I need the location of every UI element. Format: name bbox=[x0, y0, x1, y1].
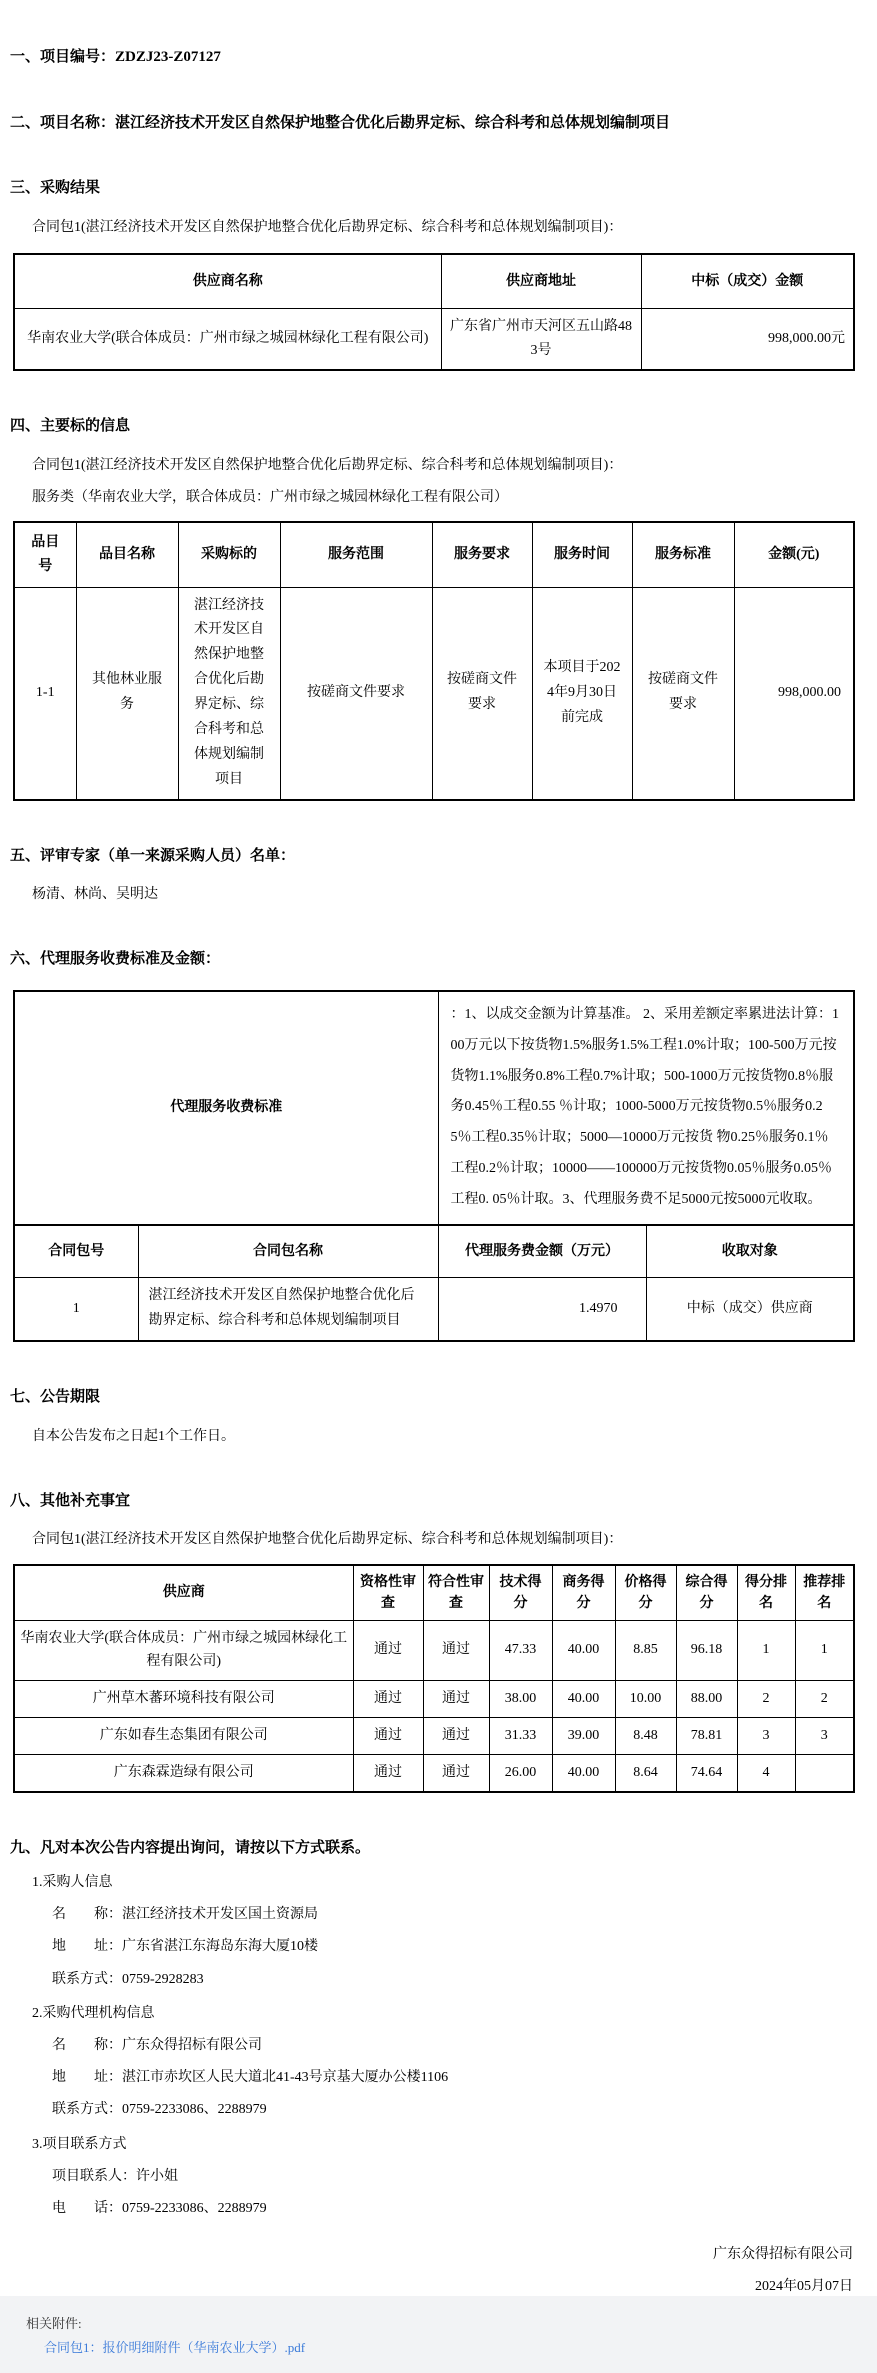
attachment-link[interactable]: 合同包1：报价明细附件（华南农业大学）.pdf bbox=[44, 2340, 306, 2356]
score-rank: 4 bbox=[737, 1754, 795, 1791]
col-service-standard: 服务标准 bbox=[632, 522, 734, 587]
technical-score: 47.33 bbox=[489, 1620, 552, 1681]
table-header-row bbox=[14, 1225, 854, 1278]
qualification-review: 通过 bbox=[353, 1620, 423, 1681]
col-amount-yuan: 金额(元) bbox=[734, 522, 854, 587]
total-score: 96.18 bbox=[676, 1620, 737, 1681]
fee-payer: 中标（成交）供应商 bbox=[646, 1278, 854, 1341]
package-name: 湛江经济技术开发区自然保护地整合优化后勘界定标、综合科考和总体规划编制项目 bbox=[138, 1278, 438, 1341]
col-conformity-review: 符合性审查 bbox=[423, 1565, 489, 1621]
signature-company: 广东众得招标有限公司 bbox=[713, 2247, 853, 2263]
technical-score: 38.00 bbox=[489, 1681, 552, 1718]
service-scope: 按磋商文件要求 bbox=[280, 587, 432, 800]
col-supplier-address: 供应商地址 bbox=[441, 254, 641, 309]
conformity-review: 通过 bbox=[423, 1681, 489, 1718]
procurement-result-table bbox=[13, 253, 855, 371]
project-contact-person: 项目联系人：许小姐 bbox=[52, 2168, 178, 2184]
supplier-name: 华南农业大学(联合体成员：广州市绿之城园林绿化工程有限公司) bbox=[14, 309, 441, 370]
table-row bbox=[14, 1754, 854, 1791]
table-row bbox=[14, 1681, 854, 1718]
table-header-row bbox=[14, 522, 854, 587]
service-time: 本项目于2024年9月30日前完成 bbox=[532, 587, 632, 800]
score-rank: 3 bbox=[737, 1717, 795, 1754]
subject-info-table bbox=[13, 521, 855, 801]
fee-amount: 1.4970 bbox=[438, 1278, 646, 1341]
agency-fee-package-table bbox=[13, 1224, 855, 1343]
section6-heading-agency-fee: 六、代理服务收费标准及金额： bbox=[10, 951, 221, 968]
col-fee-amount: 代理服务费金额（万元） bbox=[438, 1225, 646, 1278]
business-score: 40.00 bbox=[552, 1620, 615, 1681]
related-attachments-footer bbox=[0, 2296, 877, 2373]
section9-heading-contact: 九、凡对本次公告内容提出询问，请按以下方式联系。 bbox=[10, 1839, 371, 1856]
experts-names: 杨清、林尚、吴明达 bbox=[32, 887, 158, 903]
table-row bbox=[14, 991, 854, 1225]
section3-heading-procurement-result: 三、采购结果 bbox=[10, 180, 101, 196]
col-technical-score: 技术得分 bbox=[489, 1565, 552, 1621]
supplier-address: 广东省广州市天河区五山路483号 bbox=[441, 309, 641, 370]
table-row bbox=[14, 1717, 854, 1754]
price-score: 8.48 bbox=[615, 1717, 676, 1754]
section4-category-line: 服务类（华南农业大学，联合体成员：广州市绿之城园林绿化工程有限公司） bbox=[32, 489, 508, 505]
business-score: 40.00 bbox=[552, 1681, 615, 1718]
procurement-subject: 湛江经济技术开发区自然保护地整合优化后勘界定标、综合科考和总体规划编制项目 bbox=[178, 587, 280, 800]
project-contact-phone: 电 话：0759-2233086、2288979 bbox=[52, 2200, 267, 2216]
table-header-row bbox=[14, 1565, 854, 1621]
qualification-review: 通过 bbox=[353, 1717, 423, 1754]
purchaser-name: 名 称：湛江经济技术开发区国土资源局 bbox=[52, 1907, 318, 1923]
qualification-review: 通过 bbox=[353, 1681, 423, 1718]
price-score: 10.00 bbox=[615, 1681, 676, 1718]
section4-package-line: 合同包1(湛江经济技术开发区自然保护地整合优化后勘界定标、综合科考和总体规划编制项目)： bbox=[32, 457, 623, 473]
table-header-row bbox=[14, 254, 854, 309]
section8-package-line: 合同包1(湛江经济技术开发区自然保护地整合优化后勘界定标、综合科考和总体规划编制项目)： bbox=[32, 1532, 623, 1548]
announcement-period-text: 自本公告发布之日起1个工作日。 bbox=[32, 1428, 235, 1444]
award-amount: 998,000.00元 bbox=[641, 309, 854, 370]
col-fee-payer: 收取对象 bbox=[646, 1225, 854, 1278]
recommend-rank: 2 bbox=[795, 1681, 854, 1718]
purchaser-address: 地 址：广东省湛江东海岛东海大厦10楼 bbox=[52, 1939, 318, 1955]
col-service-scope: 服务范围 bbox=[280, 522, 432, 587]
purchaser-info-title: 1.采购人信息 bbox=[32, 1875, 113, 1891]
col-award-amount: 中标（成交）金额 bbox=[641, 254, 854, 309]
supplier-score-table bbox=[13, 1564, 855, 1793]
total-score: 88.00 bbox=[676, 1681, 737, 1718]
supplier: 广州草木蕃环境科技有限公司 bbox=[14, 1681, 353, 1718]
section7-heading-announcement-period: 七、公告期限 bbox=[10, 1389, 101, 1406]
col-service-time: 服务时间 bbox=[532, 522, 632, 587]
business-score: 40.00 bbox=[552, 1754, 615, 1791]
col-item-name: 品目名称 bbox=[76, 522, 178, 587]
supplier: 华南农业大学(联合体成员：广州市绿之城园林绿化工程有限公司) bbox=[14, 1620, 353, 1681]
signature-date: 2024年05月07日 bbox=[755, 2279, 853, 2295]
col-package-name: 合同包名称 bbox=[138, 1225, 438, 1278]
agency-fee-standard-table bbox=[13, 990, 855, 1226]
section8-heading-other-matters: 八、其他补充事宜 bbox=[10, 1492, 131, 1509]
price-score: 8.64 bbox=[615, 1754, 676, 1791]
supplier: 广东森霖造绿有限公司 bbox=[14, 1754, 353, 1791]
section1-heading-project-number: 一、项目编号：ZDZJ23-Z07127 bbox=[10, 49, 221, 65]
package-number: 1 bbox=[14, 1278, 138, 1341]
total-score: 78.81 bbox=[676, 1717, 737, 1754]
col-supplier: 供应商 bbox=[14, 1565, 353, 1621]
score-rank: 1 bbox=[737, 1620, 795, 1681]
fee-standard-label: 代理服务收费标准 bbox=[14, 991, 438, 1225]
agency-info-title: 2.采购代理机构信息 bbox=[32, 2005, 155, 2021]
col-service-requirement: 服务要求 bbox=[432, 522, 532, 587]
purchaser-contact: 联系方式：0759-2928283 bbox=[52, 1971, 204, 1987]
supplier: 广东如春生态集团有限公司 bbox=[14, 1717, 353, 1754]
amount-yuan: 998,000.00 bbox=[734, 587, 854, 800]
section5-heading-experts: 五、评审专家（单一来源采购人员）名单： bbox=[10, 847, 296, 864]
project-contact-title: 3.项目联系方式 bbox=[32, 2136, 127, 2152]
conformity-review: 通过 bbox=[423, 1717, 489, 1754]
col-qualification-review: 资格性审查 bbox=[353, 1565, 423, 1621]
conformity-review: 通过 bbox=[423, 1754, 489, 1791]
section4-heading-subject-info: 四、主要标的信息 bbox=[10, 418, 131, 435]
recommend-rank: 3 bbox=[795, 1717, 854, 1754]
table-row bbox=[14, 309, 854, 370]
total-score: 74.64 bbox=[676, 1754, 737, 1791]
recommend-rank: 1 bbox=[795, 1620, 854, 1681]
score-rank: 2 bbox=[737, 1681, 795, 1718]
price-score: 8.85 bbox=[615, 1620, 676, 1681]
related-attachments-label: 相关附件: bbox=[26, 2316, 82, 2332]
technical-score: 26.00 bbox=[489, 1754, 552, 1791]
conformity-review: 通过 bbox=[423, 1620, 489, 1681]
agency-name: 名 称：广东众得招标有限公司 bbox=[52, 2037, 262, 2053]
fee-standard-text: ：1、以成交金额为计算基准。 2、采用差额定率累进法计算：100万元以下按货物1.5%服务1.5%工程1.0%计取；100-500万元按货物1.1%服务0.8%工程0.7%计取；500-1000万元按货物0.8％服务0.45％工程0.55 ％计取；1000-5000万元按货物0.5％服务0.25％工程0.35％计取；5000—10000万元按货 物0.25％服务0.1％工程0.2％计取；10000——100000万元按货物0.05％服务0.05％工程0. 05％计取。3、代理服务费不足5000元按5000元收取。 bbox=[438, 991, 854, 1225]
col-score-rank: 得分排名 bbox=[737, 1565, 795, 1621]
table-row bbox=[14, 1620, 854, 1681]
col-business-score: 商务得分 bbox=[552, 1565, 615, 1621]
col-total-score: 综合得分 bbox=[676, 1565, 737, 1621]
section3-package-line: 合同包1(湛江经济技术开发区自然保护地整合优化后勘界定标、综合科考和总体规划编制项目)： bbox=[32, 219, 623, 235]
service-requirement: 按磋商文件要求 bbox=[432, 587, 532, 800]
col-supplier-name: 供应商名称 bbox=[14, 254, 441, 309]
col-item-number: 品目号 bbox=[14, 522, 76, 587]
col-price-score: 价格得分 bbox=[615, 1565, 676, 1621]
agency-address: 地 址：湛江市赤坎区人民大道北41-43号京基大厦办公楼1106 bbox=[52, 2070, 449, 2086]
service-standard: 按磋商文件要求 bbox=[632, 587, 734, 800]
recommend-rank bbox=[795, 1754, 854, 1791]
section2-heading-project-name: 二、项目名称：湛江经济技术开发区自然保护地整合优化后勘界定标、综合科考和总体规划编制项目 bbox=[10, 114, 671, 131]
business-score: 39.00 bbox=[552, 1717, 615, 1754]
item-name: 其他林业服务 bbox=[76, 587, 178, 800]
technical-score: 31.33 bbox=[489, 1717, 552, 1754]
qualification-review: 通过 bbox=[353, 1754, 423, 1791]
agency-contact: 联系方式：0759-2233086、2288979 bbox=[52, 2102, 267, 2118]
item-number: 1-1 bbox=[14, 587, 76, 800]
col-recommend-rank: 推荐排名 bbox=[795, 1565, 854, 1621]
table-row bbox=[14, 587, 854, 800]
col-package-number: 合同包号 bbox=[14, 1225, 138, 1278]
col-procurement-subject: 采购标的 bbox=[178, 522, 280, 587]
table-row bbox=[14, 1278, 854, 1341]
